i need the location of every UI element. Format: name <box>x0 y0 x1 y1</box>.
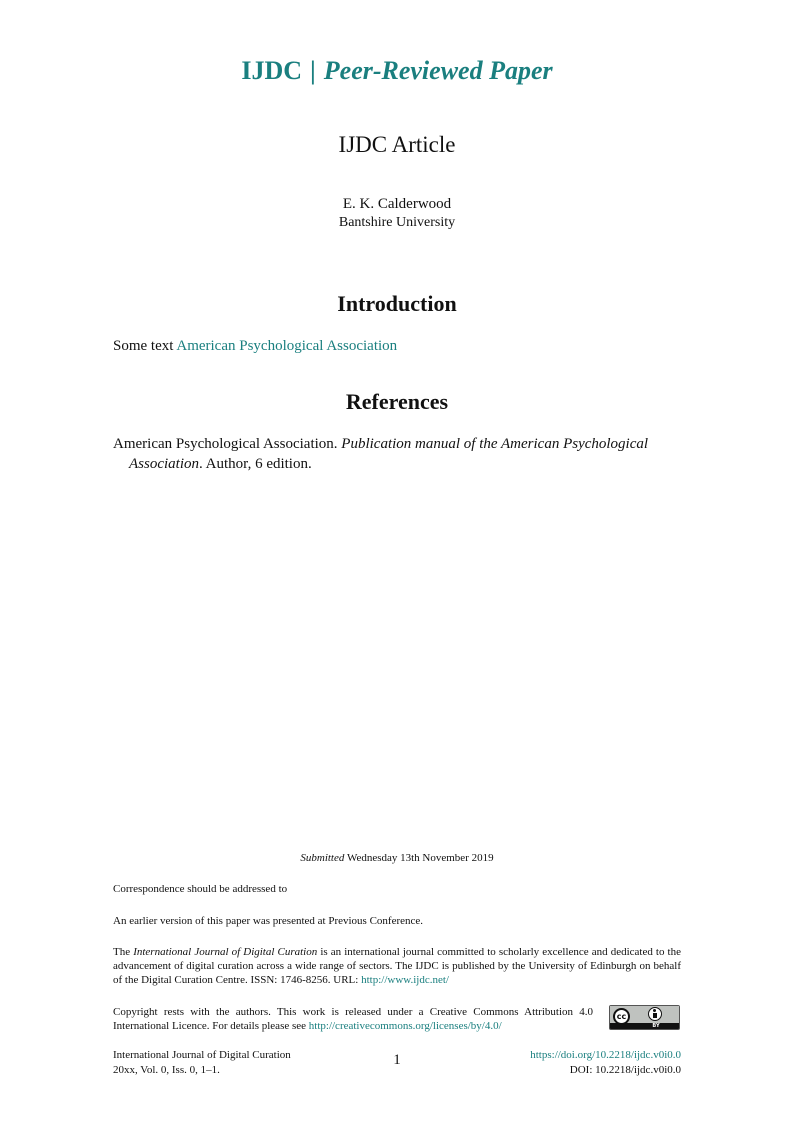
reference-entry <box>113 434 697 474</box>
paper-type: Peer-Reviewed Paper <box>323 56 553 85</box>
cc-by-icon[interactable] <box>609 1005 680 1030</box>
journal-url-link[interactable]: http://www.ijdc.net/ <box>361 974 449 986</box>
copyright-text: Copyright rests with the authors. This work is released under a Creative Commons Attribution 4.0 International Licence. For details please see <box>113 1006 593 1032</box>
journal-statement <box>113 945 681 987</box>
reference-title: Publication manual of the American Psychological Association <box>129 436 649 472</box>
submitted-label: Submitted <box>300 852 345 864</box>
doi-url-link[interactable]: https://doi.org/10.2218/ijdc.v0i0.0 <box>530 1049 681 1061</box>
submitted-date: Wednesday 13th November 2019 <box>346 852 494 864</box>
journal-header <box>0 56 794 86</box>
copyright-statement <box>113 1005 593 1033</box>
article-title: IJDC Article <box>338 132 456 157</box>
by-label: BY <box>652 1023 660 1029</box>
footer-issue: 20xx, Vol. 0, Iss. 0, 1–1. <box>113 1064 220 1076</box>
header-separator: | <box>310 56 316 85</box>
journal-text: is an international journal committed to scholarly excellence and dedicated to the advancement of digital curation across a wide range of sectors. The IJDC is published by the University of Edinburgh on behalf of the Digital Curation Centre. ISSN: 1746-8256. URL: <box>113 946 681 986</box>
introduction-text: Some text <box>113 338 174 354</box>
journal-abbrev: IJDC <box>241 56 303 85</box>
footer-doi: DOI: 10.2218/ijdc.v0i0.0 <box>569 1064 681 1076</box>
introduction-heading: Introduction <box>337 291 457 316</box>
introduction-paragraph <box>113 338 681 355</box>
submitted-note <box>0 852 794 864</box>
citation-link[interactable]: American Psychological Association <box>176 338 398 354</box>
footer-doi-info <box>530 1048 681 1078</box>
journal-name: International Journal of Digital Curation <box>133 946 318 958</box>
person-icon <box>648 1007 662 1021</box>
author-affiliation: Bantshire University <box>338 215 456 230</box>
author-name: E. K. Calderwood <box>342 196 452 212</box>
reference-author: American Psychological Association. <box>113 436 338 452</box>
reference-details: . Author, 6 edition. <box>199 456 312 472</box>
license-url-link[interactable]: http://creativecommons.org/licenses/by/4.0/ <box>308 1020 502 1032</box>
earlier-version-note: An earlier version of this paper was presented at Previous Conference. <box>113 915 424 927</box>
author-block <box>0 194 794 232</box>
correspondence-note: Correspondence should be addressed to <box>113 883 288 895</box>
references-heading: References <box>345 389 449 414</box>
page-number: 1 <box>393 1052 401 1068</box>
footer-journal-name: International Journal of Digital Curation <box>113 1049 291 1061</box>
cc-circle-icon: cc <box>613 1008 630 1025</box>
journal-prefix: The <box>113 946 131 958</box>
